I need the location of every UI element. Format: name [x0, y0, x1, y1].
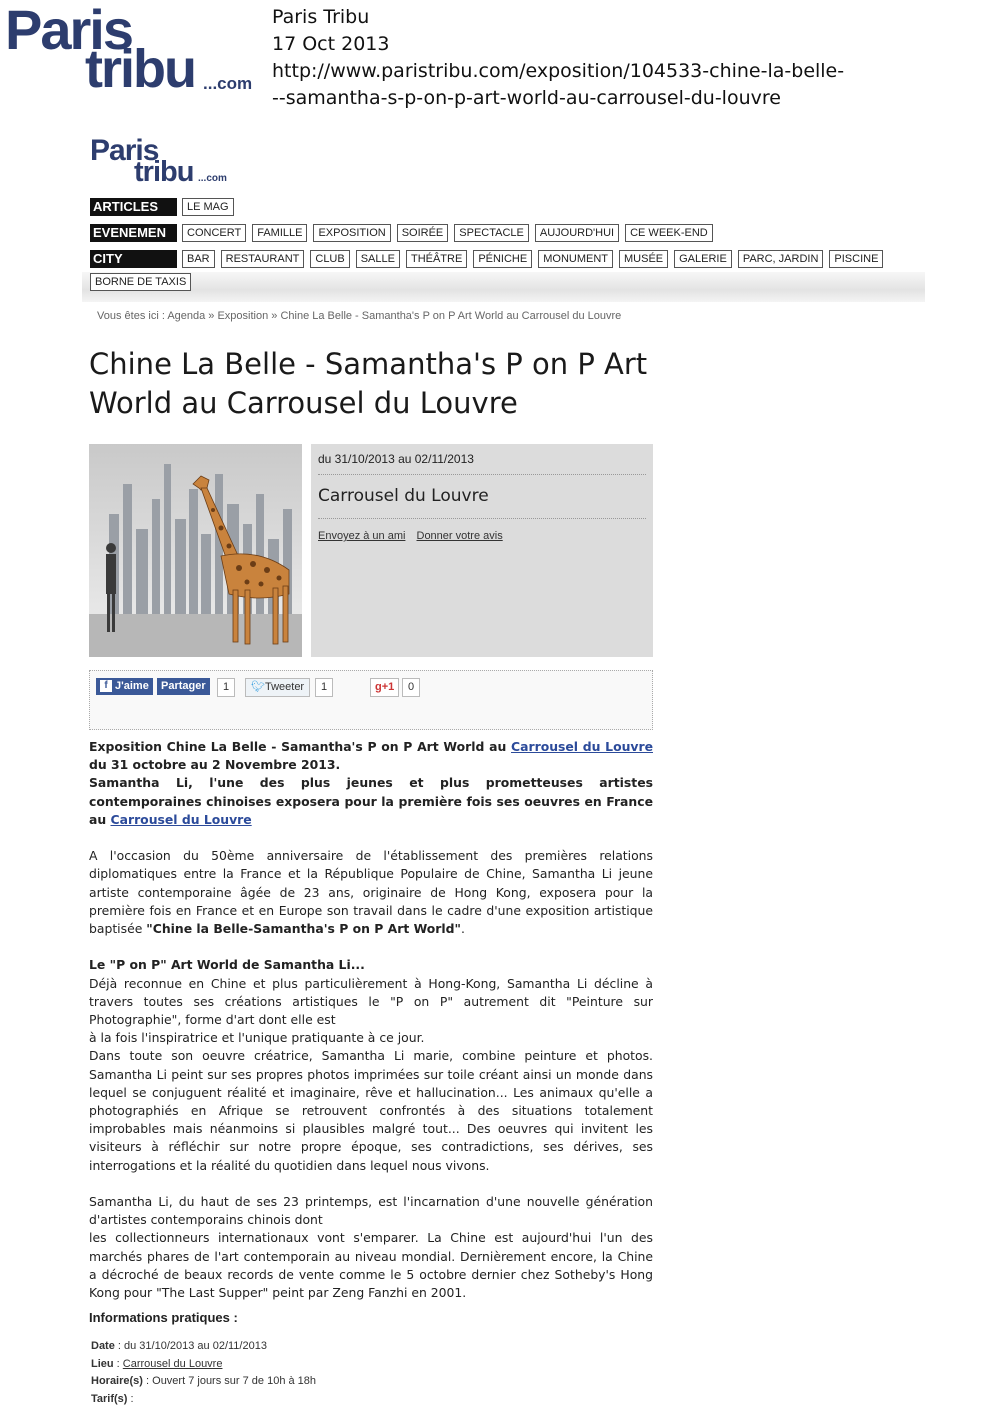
nav-evenements — [90, 224, 719, 242]
paristribu-logo: Paris tribu ...com — [5, 0, 253, 99]
nav-item-famille[interactable]: FAMILLE — [252, 224, 307, 242]
article-paragraph: les collectionneurs internationaux vont s'emparer. La Chine est aujourd'hui l'un des marchés phares de l'art contemporain au niveau mondial. Dernièrement encore, la Chine a décroché de beaux records de vente comme le 5 octobre dernier chez Sotheby's Hong Kong pour "The Last Supper" peint par Zeng Fanzhi en 2001. — [89, 1230, 653, 1301]
carrousel-link[interactable]: Carrousel du Louvre — [511, 739, 653, 754]
nav-item-le-mag[interactable]: LE MAG — [182, 198, 234, 216]
nav-shadow-bar — [82, 272, 925, 302]
nav-item-parc-jardin[interactable]: PARC, JARDIN — [738, 250, 824, 268]
nav-item-concert[interactable]: CONCERT — [182, 224, 246, 242]
practical-info-list — [91, 1338, 316, 1408]
nav-item-bar[interactable]: BAR — [182, 250, 215, 268]
article-paragraph: Déjà reconnue en Chine et plus particulièrement à Hong-Kong, Samantha Li décline à travers toutes ses créations artistiques le "P on P" autrement dit "Peinture sur Photographie", forme d'art dont elle est — [89, 975, 653, 1028]
article-subheading: Le "P on P" Art World de Samantha Li... — [89, 957, 365, 973]
twitter-bird-icon: 🐦︎ — [251, 681, 265, 693]
giraffe-artwork-image — [89, 444, 302, 657]
nav-item-spectacle[interactable]: SPECTACLE — [454, 224, 529, 242]
info-place: Lieu : Carrousel du Louvre — [91, 1357, 223, 1370]
divider — [318, 474, 646, 475]
share-count: 1 — [217, 678, 235, 697]
gplus-count: 0 — [402, 678, 420, 697]
article-paragraph: A l'occasion du 50ème anniversaire de l'établissement des premières relations diplomatiques entre la France et la République Populaire de Chine, Samantha Li jeune artiste contemporaine âgée de 23 ans, originaire de Hong Kong, exposera pour la première fois en France et en Europe son travail dans le cadre d'une exposition artistique baptisée "Chine la Belle-Samantha's P on P Art World". — [89, 848, 653, 937]
nav-item-theatre[interactable]: THÉÂTRE — [406, 250, 467, 268]
tweet-button[interactable]: 🐦︎Tweeter — [245, 678, 310, 697]
tweet-count: 1 — [315, 678, 333, 697]
nav-item-borne-de-taxis[interactable]: BORNE DE TAXIS — [90, 273, 191, 291]
nav-item-salle[interactable]: SALLE — [356, 250, 400, 268]
source-name: Paris Tribu — [272, 6, 370, 28]
article-intro: Exposition Chine La Belle - Samantha's P on P Art World au Carrousel du Louvre du 31 octobre au 2 Novembre 2013. — [89, 739, 653, 773]
source-url-line1: http://www.paristribu.com/exposition/104533-chine-la-belle- — [272, 60, 845, 82]
nav-city-row2 — [90, 273, 197, 291]
carrousel-link[interactable]: Carrousel du Louvre — [110, 811, 252, 827]
site-logo[interactable]: Paris tribu ...com — [90, 134, 227, 188]
nav-item-piscine[interactable]: PISCINE — [829, 250, 883, 268]
breadcrumb[interactable]: Vous êtes ici : Agenda » Exposition » Chine La Belle - Samantha's P on P Art World au Carrousel du Louvre — [97, 310, 622, 322]
facebook-icon: f — [100, 680, 112, 692]
page-title: Chine La Belle - Samantha's P on P Art World au Carrousel du Louvre — [89, 347, 648, 420]
nav-label-evenements[interactable]: EVENEMEN — [90, 224, 177, 242]
article-intro-2: Samantha Li, l'une des plus jeunes et plus prometteuses artistes contemporaines chinoises exposera pour la première fois ses oeuvres en France au Carrousel du Louvre — [89, 775, 653, 827]
info-place-link[interactable]: Carrousel du Louvre — [122, 1357, 223, 1370]
nav-item-exposition[interactable]: EXPOSITION — [313, 224, 390, 242]
nav-city — [90, 250, 889, 268]
info-hours: Horaire(s) : Ouvert 7 jours sur 7 de 10h à 18h — [91, 1375, 317, 1387]
nav-item-restaurant[interactable]: RESTAURANT — [221, 250, 305, 268]
nav-item-monument[interactable]: MONUMENT — [538, 250, 613, 268]
nav-item-soiree[interactable]: SOIRÉE — [397, 224, 449, 242]
nav-item-aujourdhui[interactable]: AUJOURD'HUI — [535, 224, 619, 242]
nav-articles — [90, 198, 240, 216]
practical-info-title: Informations pratiques : — [89, 1310, 238, 1325]
social-share-bar — [89, 670, 653, 730]
facebook-share-button[interactable]: Partager — [157, 678, 210, 695]
source-url-line2: --samantha-s-p-on-p-art-world-au-carrousel-du-louvre — [272, 87, 781, 109]
article-paragraph: Dans toute son oeuvre créatrice, Samantha Li marie, combine peinture et photos. Samantha Li peint sur ses propres photos imprimées sur toile créant ainsi un monde dans lequel se conjuguent réalité et imaginaire, rêve et hallucination... Les animaux qu'elle a photographiés en Afrique se retrouvent confrontés à des situations totalement improbables mais néanmoins si plausibles malgré tout... Des oeuvres qui invitent les visiteurs à réfléchir sur notre propre époque, ses contradictions, ses dérives, ses interrogations et la réalité du quotidien dans lequel nous vivons. — [89, 1048, 653, 1173]
event-dates: du 31/10/2013 au 02/11/2013 — [318, 452, 474, 466]
nav-item-peniche[interactable]: PÉNICHE — [473, 250, 532, 268]
nav-item-ce-week-end[interactable]: CE WEEK-END — [625, 224, 713, 242]
event-links — [318, 530, 511, 542]
nav-label-city[interactable]: CITY — [90, 250, 177, 268]
article-paragraph: Samantha Li, du haut de ses 23 printemps, est l'incarnation d'une nouvelle génération d'artistes contemporains chinois dont — [89, 1194, 653, 1228]
nav-item-club[interactable]: CLUB — [310, 250, 349, 268]
event-venue[interactable]: Carrousel du Louvre — [318, 486, 489, 506]
article-body — [89, 738, 653, 1302]
article-paragraph: à la fois l'inspiratrice et l'unique pratiquante à ce jour. — [89, 1030, 425, 1046]
divider — [318, 518, 646, 519]
google-plus-button[interactable]: g+1 — [370, 678, 399, 697]
facebook-like-button[interactable]: f J'aime — [96, 678, 153, 695]
info-date: Date : du 31/10/2013 au 02/11/2013 — [91, 1340, 267, 1352]
event-info-box — [311, 444, 653, 657]
nav-label-articles[interactable]: ARTICLES — [90, 198, 177, 216]
send-to-friend-link[interactable]: Envoyez à un ami — [318, 530, 406, 542]
event-photo[interactable] — [89, 444, 302, 657]
source-date: 17 Oct 2013 — [272, 33, 390, 55]
nav-item-galerie[interactable]: GALERIE — [674, 250, 732, 268]
give-review-link[interactable]: Donner votre avis — [416, 530, 503, 542]
info-price: Tarif(s) : — [91, 1392, 134, 1405]
source-info — [272, 4, 844, 112]
nav-item-musee[interactable]: MUSÉE — [619, 250, 668, 268]
